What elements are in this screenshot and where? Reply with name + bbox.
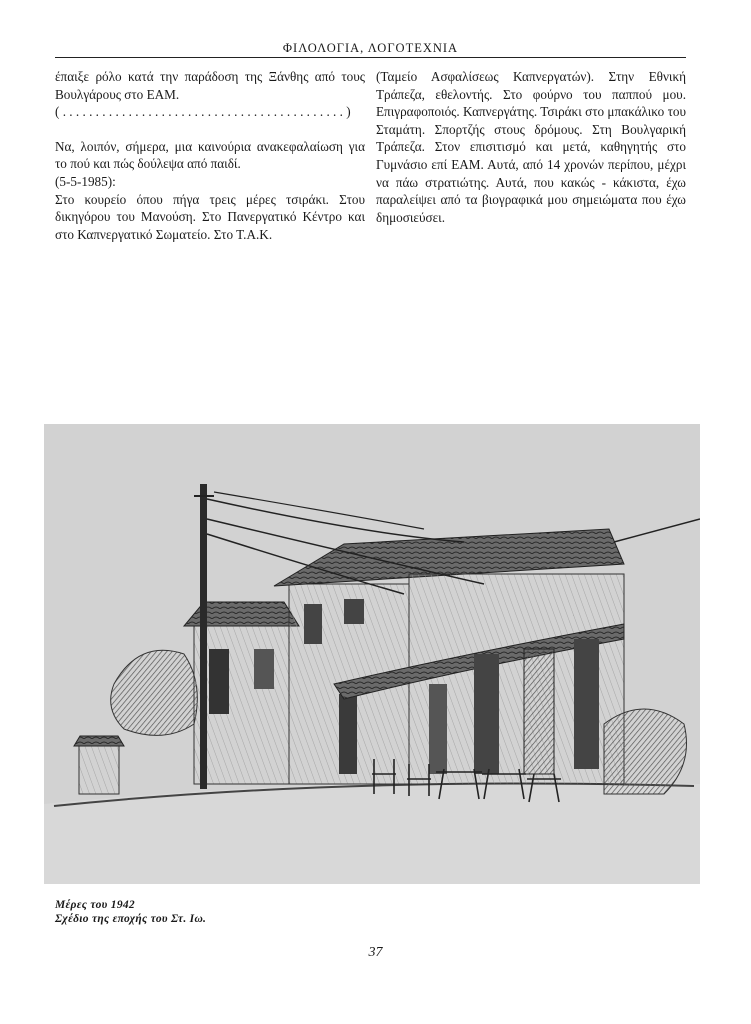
page-number: 37 — [368, 945, 383, 960]
running-header: ΦΙΛΟΛΟΓΙΑ, ΛΟΓΟΤΕΧΝΙΑ — [282, 41, 459, 55]
ellipsis-line: ( . . . . . . . . . . . . . . . . . . . . . . . . . . . . . . . . . . . . . . . . . . . ) — [55, 104, 351, 120]
header-rule — [55, 57, 686, 58]
caption-line: Μέρες του 1942 — [55, 899, 135, 911]
paragraph: έπαιξε ρόλο κατά την παράδοση της Ξάνθης από τους Βουλγάρους στο ΕΑΜ. — [55, 69, 365, 102]
right-column — [376, 68, 686, 226]
date-line: (5-5-1985): — [55, 173, 116, 189]
sketch-figure — [44, 424, 700, 884]
left-column — [55, 68, 365, 243]
paragraph: Στο κουρείο όπου πήγα τρεις μέρες τσιράκι. Στου δικηγόρου του Μανούση. Στο Πανεργατικό Κέντρο και στο Καπνεργατικό Σωματείο. Στο Τ.Α.Κ. — [55, 191, 365, 242]
paragraph: (Ταμείο Ασφαλίσεως Καπνεργατών). Στην Εθνική Τράπεζα, εθελοντής. Στο φούρνο του παππού μου. Επιγραφοποιός. Καπνεργάτης. Τσιράκι στο μπακάλικο του Σταμάτη. Σπορτζής στους δρόμους. Στη Βουλγαρική Τράπεζα. Στον επισιτισμό και μετά, καθηγητής στο Γυμνάσιο επί ΕΑΜ. Αυτά, από 14 χρονών περίπου, μέχρι να πάω στρατιώτης. Αυτά, που κακώς - κάκιστα, έχω παραλείψει από τα βιογραφικά μου σημειώματα που έχω δημοσιεύσει. — [376, 69, 686, 225]
paragraph: Να, λοιπόν, σήμερα, μια καινούρια ανακεφαλαίωση για το πού και πώς δούλεψα από παιδί. — [55, 138, 365, 172]
pencil-sketch-houses — [44, 424, 700, 884]
caption-line: Σχέδιο της εποχής του Στ. Ιω. — [55, 913, 207, 925]
figure-caption — [55, 898, 206, 926]
